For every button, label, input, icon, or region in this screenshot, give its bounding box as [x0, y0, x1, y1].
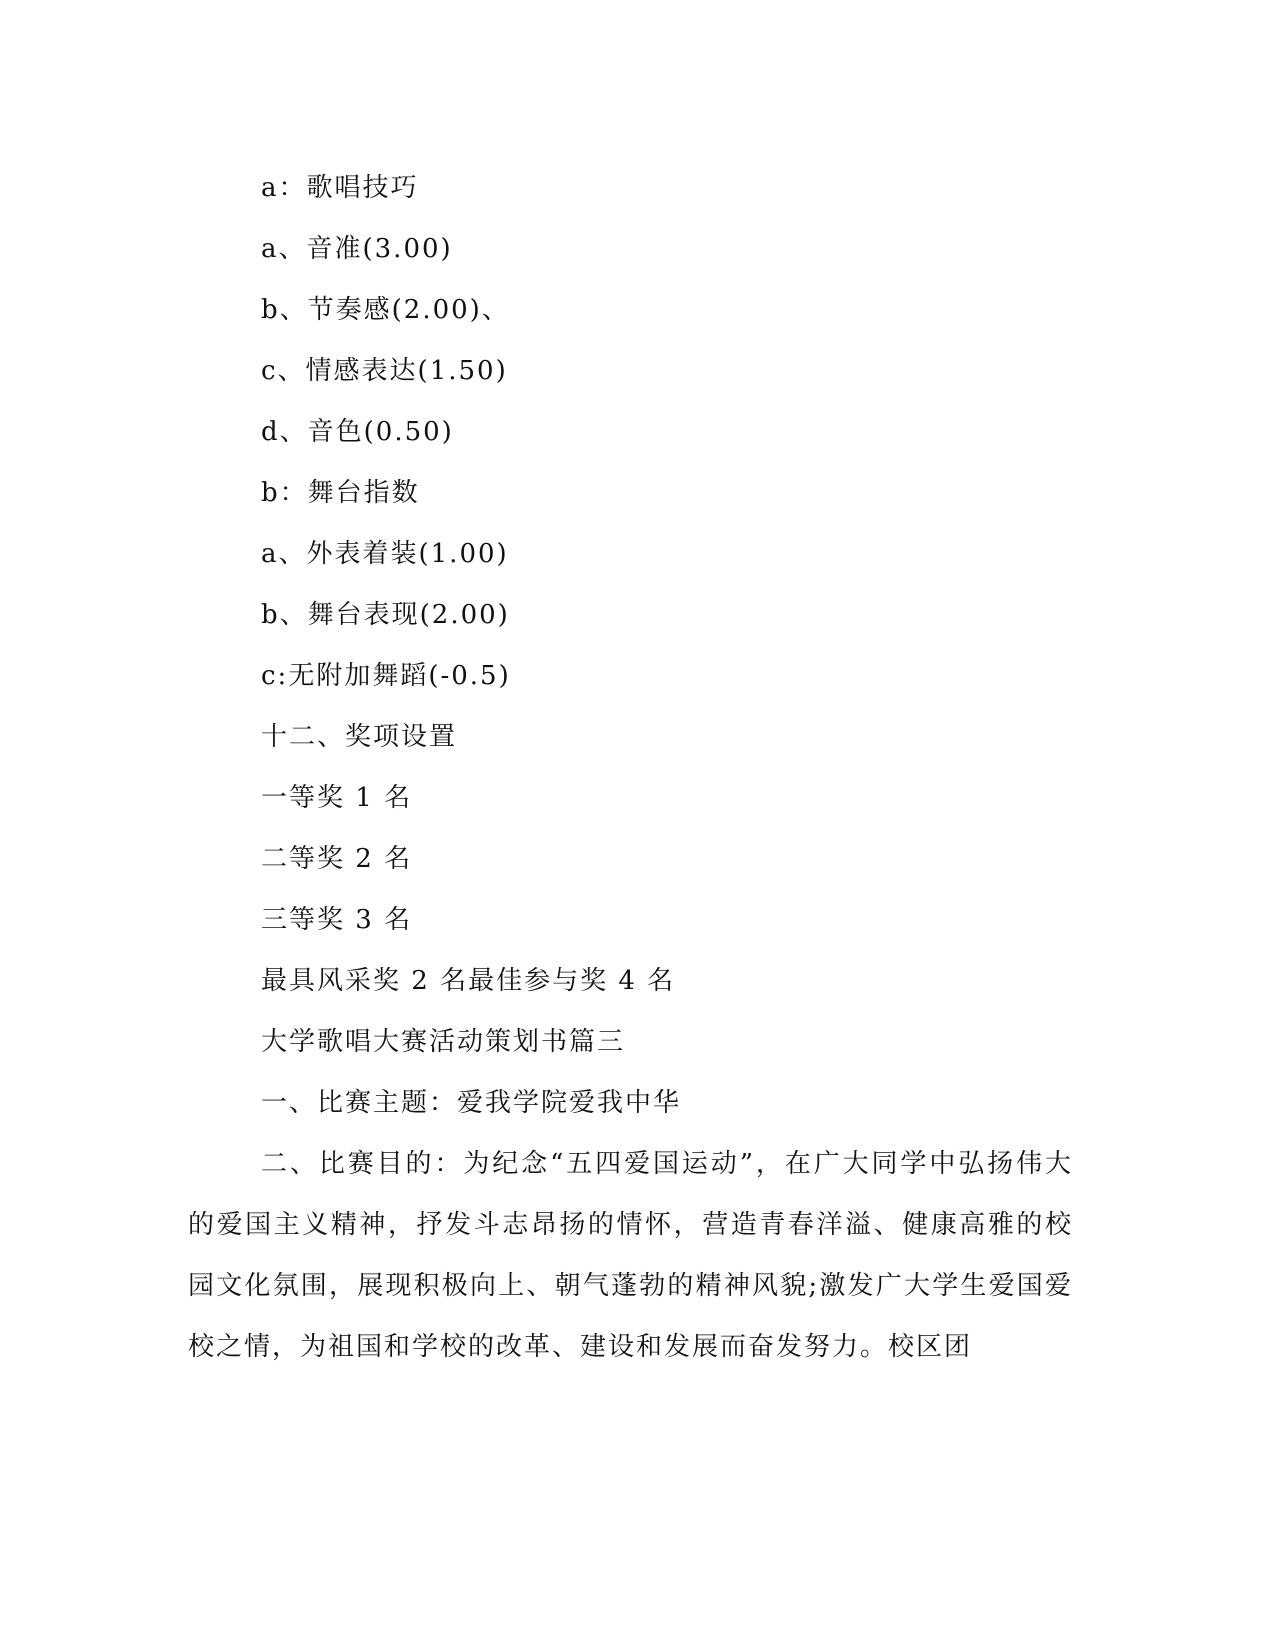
- text-line: c:无附加舞蹈(-0.5): [261, 661, 511, 691]
- text-line: 二等奖 2 名: [261, 844, 413, 874]
- text-line: b、舞台表现(2.00): [261, 600, 510, 630]
- text-line: a：歌唱技巧: [261, 173, 419, 203]
- body-paragraph: 二、比赛目的：为纪念“五四爱国运动”，在广大同学中弘扬伟大的爱国主义精神，抒发斗志昂扬的情怀，营造青春洋溢、健康高雅的校园文化氛围，展现积极向上、朝气蓬勃的精神风貌;激发广大学生爱国爱校之情，为祖国和学校的改革、建设和发展而奋发努力。校区团: [188, 1149, 1073, 1362]
- document-subtitle: 大学歌唱大赛活动策划书篇三: [261, 1027, 626, 1057]
- text-line: d、音色(0.50): [261, 417, 454, 447]
- text-line: 最具风采奖 2 名最佳参与奖 4 名: [261, 966, 676, 996]
- text-line: c、情感表达(1.50): [261, 356, 508, 386]
- text-line: b：舞台指数: [261, 478, 420, 508]
- text-line: a、外表着装(1.00): [261, 539, 509, 569]
- document-body: [188, 158, 1073, 1378]
- text-line: 三等奖 3 名: [261, 905, 413, 935]
- text-line: b、节奏感(2.00)、: [261, 295, 510, 325]
- text-line: 一等奖 1 名: [261, 783, 413, 813]
- section-heading: 一、比赛主题：爱我学院爱我中华: [261, 1088, 682, 1118]
- text-line: a、音准(3.00): [261, 234, 453, 264]
- section-heading: 十二、奖项设置: [261, 722, 458, 752]
